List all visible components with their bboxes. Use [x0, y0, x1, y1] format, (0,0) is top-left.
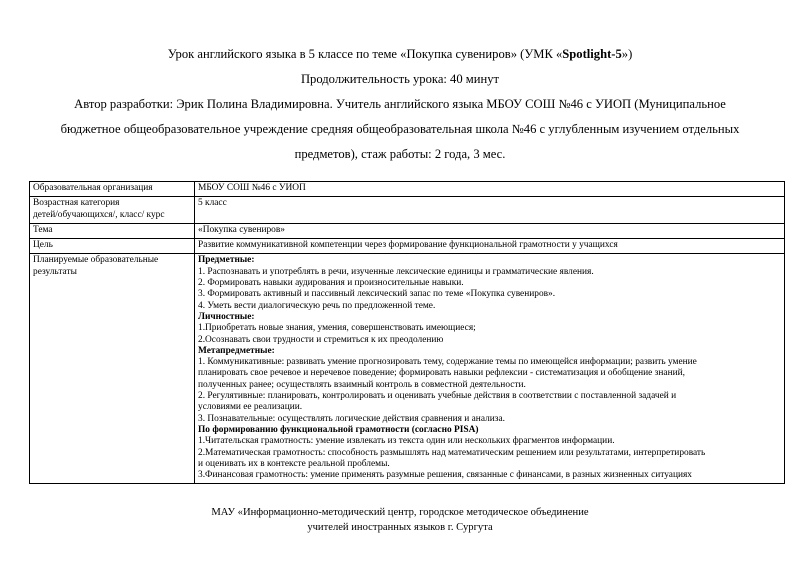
table-row-value — [195, 182, 785, 197]
value-line: 2. Формировать навыки аудирования и произносительные навыки. — [198, 278, 464, 289]
value-line: 1.Приобретать новые знания, умения, совершенствовать имеющиеся; — [198, 323, 476, 334]
lesson-title-suffix: ») — [621, 47, 633, 61]
value-line: 5 класс — [198, 198, 227, 209]
value-line: 1. Распознавать и употреблять в речи, изученные лексические единицы и грамматические явления. — [198, 266, 594, 277]
table-row-label — [30, 254, 195, 484]
value-line: 2.Осознавать свои трудности и стремиться к их преодолению — [198, 334, 444, 345]
table-row — [30, 254, 785, 484]
lesson-title-prefix: Урок английского языка в 5 классе по теме «Покупка сувениров» (УМК « — [167, 47, 563, 61]
value-subheading: Личностные: — [198, 311, 255, 322]
value-line: 2. Регулятивные: планировать, контролировать и оценивать учебные действия в соответствии с поставленной задачей и — [198, 391, 677, 402]
table-row-label — [30, 182, 195, 197]
value-line: 1.Читательская грамотность: умение извлекать из текста один или нескольких фрагментов информации. — [198, 436, 615, 447]
value-line: 2.Математическая грамотность: способность размышлять над математическим решением или результатами, интерпретировать — [198, 447, 706, 458]
table-row — [30, 197, 785, 224]
lesson-title — [46, 42, 754, 67]
value-line: 4. Уметь вести диалогическую речь по предложенной теме. — [198, 300, 436, 311]
lesson-info-table — [29, 181, 785, 484]
label-line: результаты — [33, 266, 77, 277]
footer-line-2: учителей иностранных языков г. Сургута — [307, 522, 493, 533]
table-row-label — [30, 197, 195, 224]
value-line: условиями ее реализации. — [198, 402, 303, 413]
value-line: «Покупка сувениров» — [198, 224, 285, 235]
table-row — [30, 239, 785, 254]
value-line: 3.Финансовая грамотность: умение применять разумные решения, связанные с финансами, в разных жизненных ситуациях — [198, 470, 692, 481]
value-line: Развитие коммуникативной компетенции через формирование функциональной грамотности у учащихся — [198, 240, 618, 251]
lesson-duration: Продолжительность урока: 40 минут — [300, 72, 500, 86]
table-row — [30, 182, 785, 197]
footer-line-1: МАУ «Информационно-методический центр, городское методическое объединение — [211, 507, 589, 518]
table-row-value — [195, 254, 785, 484]
value-line: 1. Коммуникативные: развивать умение прогнозировать тему, содержание темы по имеющейся информации; развить умение — [198, 357, 697, 368]
label-line: детей/обучающихся/, класс/ курс — [33, 209, 165, 220]
table-row-value — [195, 223, 785, 238]
value-line: полученных ранее; осуществлять взаимный контроль в совместной деятельности. — [198, 379, 526, 390]
table-row-value — [195, 197, 785, 224]
value-subheading: По формированию функциональной грамотности (согласно PISA) — [198, 424, 479, 435]
label-line: Цель — [33, 240, 53, 251]
label-line: Планируемые образовательные — [33, 255, 159, 266]
value-line: 3. Познавательные: осуществлять логические действия сравнения и анализа. — [198, 413, 505, 424]
value-line: и оценивать их в контексте реальной проблемы. — [198, 458, 390, 469]
table-row-label — [30, 239, 195, 254]
value-line: 3. Формировать активный и пассивный лексический запас по теме «Покупка сувениров». — [198, 289, 556, 300]
table-row-value — [195, 239, 785, 254]
value-subheading: Метапредметные: — [198, 345, 275, 356]
lesson-info-table-body — [30, 182, 785, 484]
label-line: Образовательная организация — [33, 183, 153, 193]
label-line: Тема — [33, 224, 53, 235]
value-subheading: Предметные: — [198, 255, 255, 266]
value-line: МБОУ СОШ №46 с УИОП — [198, 183, 306, 193]
table-row — [30, 223, 785, 238]
document-footer — [0, 505, 800, 535]
author-paragraph: Автор разработки: Эрик Полина Владимировна. Учитель английского языка МБОУ СОШ №46 с УИОП (Муниципальное бюджетное общеобразовательное учреждение средняя общеобразовательная школа №46 с углубленным изучением отдельных предметов), стаж работы: 2 года, 3 мес. — [60, 97, 740, 161]
label-line: Возрастная категория — [33, 198, 120, 209]
table-row-label — [30, 223, 195, 238]
document-header — [0, 0, 800, 167]
value-line: планировать свое речевое и неречевое поведение; формировать навыки рефлексии - систематизация и обобщение знаний, — [198, 368, 685, 379]
lesson-title-textbook: Spotlight-5 — [562, 47, 622, 61]
